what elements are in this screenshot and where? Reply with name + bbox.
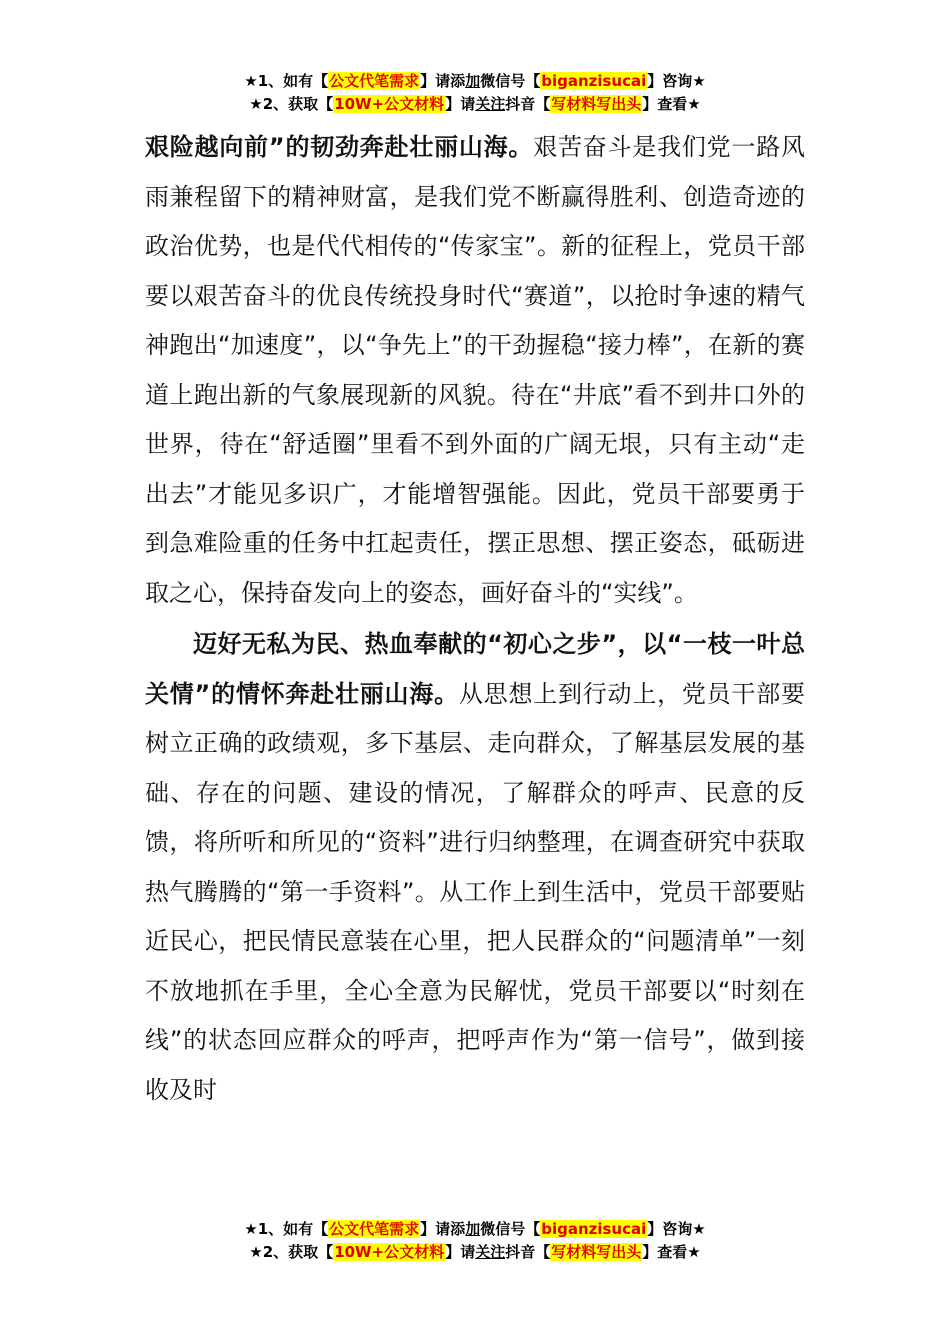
header-notice-line-2 [0,93,950,116]
footer-notice-line-2 [0,1241,950,1264]
notice-underlined: 关注 [475,1243,506,1261]
notice-text: 抖音【 [505,95,551,113]
notice-highlight: 写材料写出头 [551,1243,642,1261]
paragraph-lead: 迈好无私为民、热血奉献的“初心之步”，以“一枝一叶总关情”的情怀奔赴壮丽山海。 [145,630,805,708]
notice-text: 微信号【 [480,72,541,90]
notice-highlight: 10W+公文材料 [334,1243,445,1261]
paragraph-lead: 艰险越向前”的韧劲奔赴壮丽山海。 [145,133,534,161]
notice-underlined: 加 [465,72,481,90]
notice-text: 抖音【 [505,1243,551,1261]
notice-highlight: 公文代笔需求 [329,1220,420,1238]
footer-notice [0,1218,950,1264]
notice-text: ★1、如有【 [244,1220,329,1238]
header-notice-line-1 [0,70,950,93]
paragraph-2 [145,620,805,1115]
notice-highlight: 10W+公文材料 [334,95,445,113]
notice-text: 】咨询★ [647,1220,706,1238]
notice-underlined: 关注 [475,95,506,113]
paragraph-text: 从思想上到行动上，党员干部要树立正确的政绩观，多下基层、走向群众，了解基层发展的基础、存在的问题、建设的情况，了解群众的呼声、民意的反馈，将所听和所见的“资料”进行归纳整理，在调查研究中获取热气腾腾的“第一手资料”。从工作上到生活中，党员干部要贴近民心，把民情民意装在心里，把人民群众的“问题清单”一刻不放地抓在手里，全心全意为民解忧，党员干部要以“时刻在线”的状态回应群众的呼声，把呼声作为“第一信号”，做到接收及时 [145,679,805,1104]
notice-text: ★2、获取【 [249,1243,334,1261]
notice-text: ★1、如有【 [244,72,329,90]
notice-highlight: biganzisucai [541,1220,647,1238]
notice-highlight: 公文代笔需求 [329,72,420,90]
notice-text: 】请添 [420,72,466,90]
notice-highlight: biganzisucai [541,72,647,90]
notice-highlight: 写材料写出头 [551,95,642,113]
notice-text: 】请添 [420,1220,466,1238]
header-notice [0,70,950,116]
footer-notice-line-1 [0,1218,950,1241]
notice-text: 】查看★ [642,95,701,113]
notice-text: 】请 [445,1243,476,1261]
notice-text: 】查看★ [642,1243,701,1261]
notice-text: ★2、获取【 [249,95,334,113]
notice-underlined: 加 [465,1220,481,1238]
notice-text: 微信号【 [480,1220,541,1238]
notice-text: 】咨询★ [647,72,706,90]
notice-text: 】请 [445,95,476,113]
paragraph-1 [145,123,805,618]
paragraph-text: 艰苦奋斗是我们党一路风雨兼程留下的精神财富，是我们党不断赢得胜利、创造奇迹的政治优势，也是代代相传的“传家宝”。新的征程上，党员干部要以艰苦奋斗的优良传统投身时代“赛道”，以抢时争速的精气神跑出“加速度”，以“争先上”的干劲握稳“接力棒”，在新的赛道上跑出新的气象展现新的风貌。待在“井底”看不到井口外的世界，待在“舒适圈”里看不到外面的广阔无垠，只有主动“走出去”才能见多识广，才能增智强能。因此，党员干部要勇于到急难险重的任务中扛起责任，摆正思想、摆正姿态，砥砺进取之心，保持奋发向上的姿态，画好奋斗的“实线”。 [145,133,805,607]
document-body [145,123,805,1115]
